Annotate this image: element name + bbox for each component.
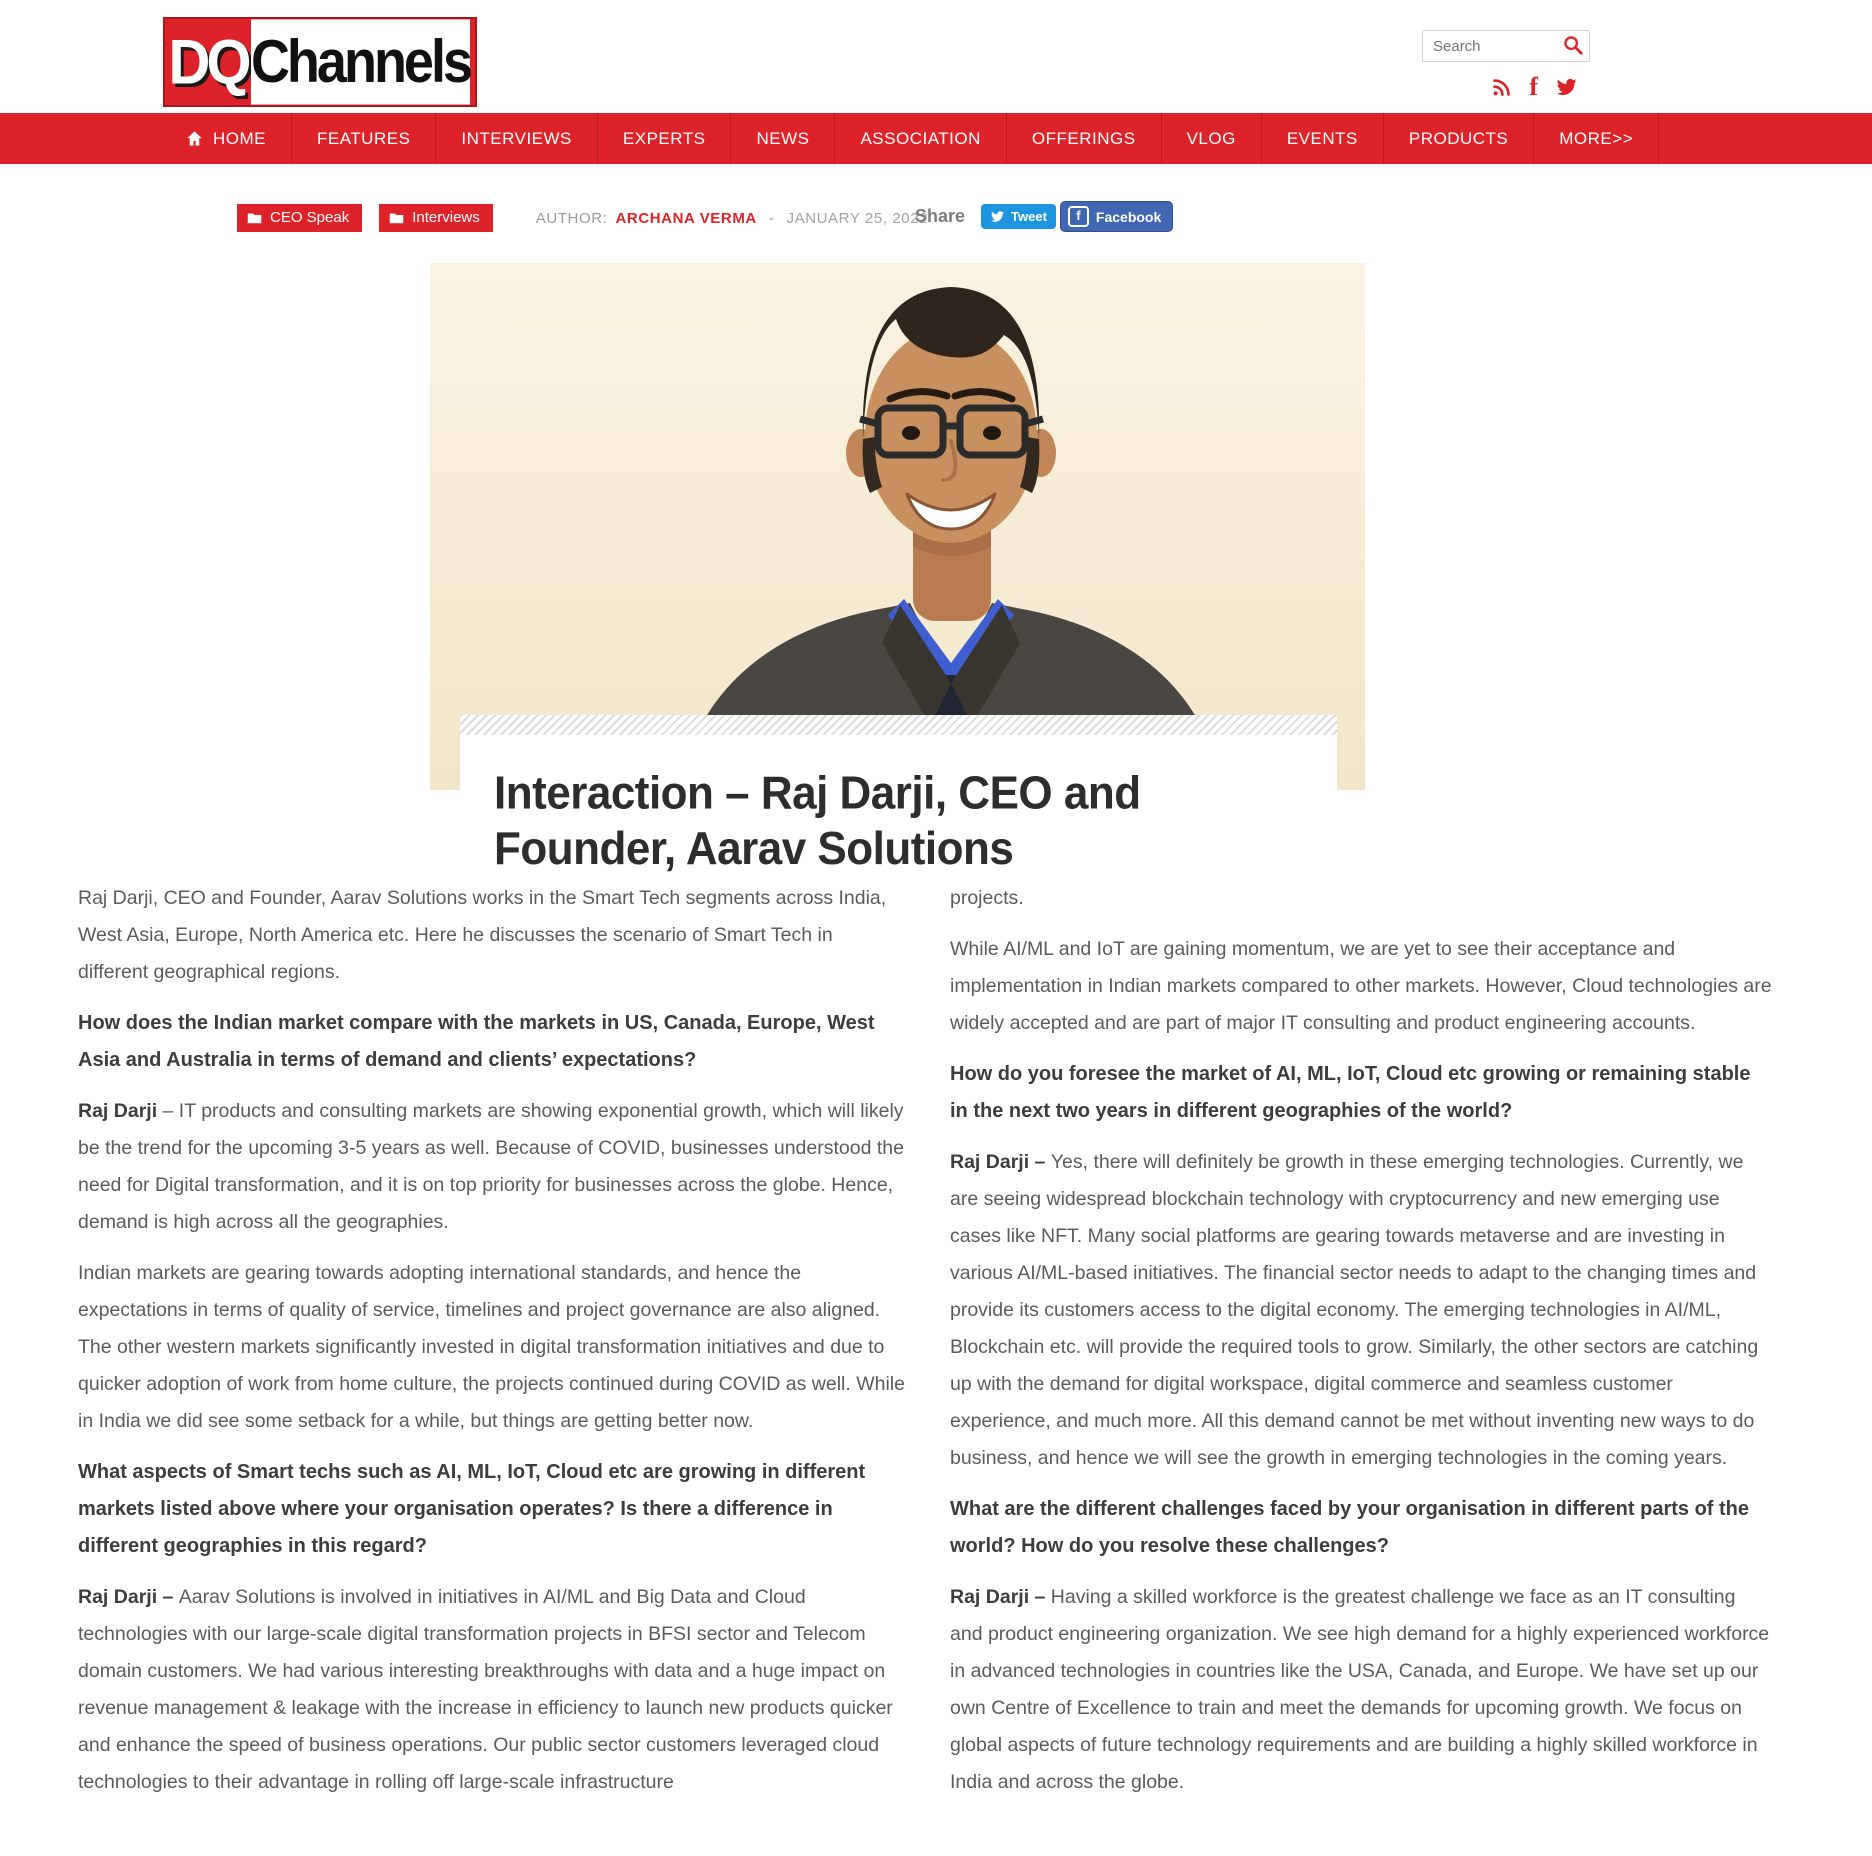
nav-item-home[interactable] (160, 113, 292, 164)
folder-icon (389, 212, 404, 224)
nav-item-label: EVENTS (1286, 128, 1358, 148)
search-box (1422, 30, 1590, 62)
folder-icon (247, 212, 262, 224)
hatch-strip (460, 715, 1337, 735)
category-badge-label: Interviews (412, 209, 480, 226)
article-question: What are the different challenges faced by your organisation in different parts of the world? How do you resolve these challenges? (950, 1498, 1750, 1557)
category-badge-label: CEO Speak (270, 209, 350, 226)
facebook-share-button[interactable] (1060, 201, 1173, 232)
article-question: How do you foresee the market of AI, ML, IoT, Cloud etc growing or remaining stable in the next two years in different geographies of the world? (950, 1063, 1751, 1122)
nav-item-more[interactable] (1534, 113, 1659, 164)
article-date: JANUARY 25, 2022 (786, 209, 929, 227)
nav-item-products[interactable] (1384, 113, 1534, 164)
nav-item-association[interactable] (835, 113, 1006, 164)
author-label: AUTHOR: (535, 209, 608, 227)
search-button[interactable] (1560, 34, 1586, 58)
nav-item-label: PRODUCTS (1408, 128, 1509, 148)
twitter-bird-icon (990, 210, 1005, 223)
nav-item-label: MORE>> (1559, 128, 1634, 148)
article-paragraph: projects. (950, 887, 1024, 909)
nav-item-label: INTERVIEWS (461, 128, 572, 148)
home-icon (185, 129, 204, 148)
page-title: Interaction – Raj Darji, CEO and Founder, Aarav Solutions (494, 767, 1141, 875)
article-question: What aspects of Smart techs such as AI, ML, IoT, Cloud etc are growing in different markets listed above where your organisation operates? Is there a difference in different geographies in this regard? (78, 1461, 866, 1557)
author-name[interactable]: ARCHANA VERMA (615, 209, 757, 227)
rss-icon[interactable] (1491, 77, 1512, 98)
hero-portrait-image (430, 263, 1365, 790)
logo-dq-text: DQ (168, 26, 248, 98)
twitter-bird-icon[interactable] (1555, 77, 1578, 97)
title-card (460, 715, 1337, 885)
article-paragraph: While AI/ML and IoT are gaining momentum, we are yet to see their acceptance and implementation in Indian markets compared to other markets. However, Cloud technologies are widely accepted and are part of major IT consulting and product engineering accounts. (950, 938, 1772, 1034)
nav-item-label: OFFERINGS (1031, 128, 1136, 148)
tweet-button-label: Tweet (1011, 209, 1047, 224)
author-block (536, 210, 928, 227)
article-column-right (950, 880, 1772, 1815)
share-group (915, 201, 1173, 232)
logo-channels-text: Channels (251, 19, 470, 104)
site-logo[interactable] (163, 17, 477, 107)
site-header (0, 0, 1872, 113)
tweet-button[interactable] (981, 204, 1056, 229)
nav-item-label: HOME (213, 128, 266, 148)
magnifier-icon (1562, 34, 1584, 56)
facebook-icon[interactable]: f (1529, 72, 1538, 101)
article-paragraph: Raj Darji – Aarav Solutions is involved in initiatives in AI/ML and Big Data and Cloud technologies with our large-scale digital transformation projects in BFSI sector and Telecom domain customers. We had various interesting breakthroughs with data and a huge impact on revenue management & leakage with the increase in efficiency to launch new products quicker and enhance the speed of business operations. Our public sector customers leveraged cloud technologies to their advantage in rolling off large-scale infrastructure (78, 1586, 893, 1793)
facebook-icon: f (1068, 206, 1089, 227)
nav-item-news[interactable] (731, 113, 835, 164)
meta-dash: - (768, 209, 775, 227)
nav-item-features[interactable] (292, 113, 436, 164)
nav-item-offerings[interactable] (1007, 113, 1162, 164)
nav-item-label: ASSOCIATION (860, 128, 981, 148)
category-badge[interactable] (237, 204, 362, 232)
article-paragraph: Indian markets are gearing towards adopting international standards, and hence the expectations in terms of quality of service, timelines and project governance are also aligned. The other western markets significantly invested in digital transformation initiatives and due to quicker adoption of work from home culture, the projects continued during COVID as well. While in India we did see some setback for a while, but things are getting better now. (78, 1262, 905, 1432)
article-paragraph: Raj Darji, CEO and Founder, Aarav Solutions works in the Smart Tech segments across India, West Asia, Europe, North America etc. Here he discusses the scenario of Smart Tech in different geographical regions. (78, 887, 887, 983)
article-paragraph: Raj Darji – IT products and consulting markets are showing exponential growth, which will likely be the trend for the upcoming 3-5 years as well. Because of COVID, businesses understood the need for Digital transformation, and it is on top priority for businesses across the globe. Hence, demand is high across all the geographies. (78, 1100, 904, 1233)
facebook-button-label: Facebook (1095, 208, 1162, 225)
header-social-icons (1491, 72, 1578, 101)
nav-item-interviews[interactable] (436, 113, 597, 164)
nav-item-label: NEWS (756, 128, 810, 148)
article-column-left (78, 880, 906, 1815)
article-meta (237, 203, 928, 233)
article-question: How does the Indian market compare with the markets in US, Canada, Europe, West Asia and Australia in terms of demand and clients’ expectations? (78, 1012, 875, 1071)
share-label: Share (915, 206, 966, 226)
nav-item-experts[interactable] (598, 113, 732, 164)
nav-item-vlog[interactable] (1162, 113, 1262, 164)
nav-item-label: VLOG (1186, 128, 1236, 148)
portrait-illustration (430, 263, 1365, 790)
category-badges (237, 204, 510, 232)
nav-item-label: EXPERTS (622, 128, 706, 148)
nav-item-events[interactable] (1262, 113, 1384, 164)
nav-item-label: FEATURES (317, 128, 411, 148)
article-paragraph: Raj Darji – Yes, there will definitely be growth in these emerging technologies. Currently, we are seeing widespread blockchain technology with cryptocurrency and new emerging use cases like NFT. Many social platforms are gearing towards metaverse and are investing in various AI/ML-based initiatives. The financial sector needs to adapt to the changing times and provide its customers access to the digital economy. The emerging technologies in AI/ML, Blockchain etc. will provide the required tools to grow. Similarly, the other sectors are catching up with the demand for digital workspace, digital commerce and seamless customer experience, and much more. All this demand cannot be met without inventing new ways to do business, and hence we will see the growth in emerging technologies in the coming years. (950, 1151, 1759, 1469)
category-badge[interactable] (379, 204, 493, 232)
article-paragraph: Raj Darji – Having a skilled workforce is the greatest challenge we face as an IT consulting and product engineering organization. We see high demand for a highly experienced workforce in advanced technologies in countries like the USA, Canada, and Europe. We have set up our own Centre of Excellence to train and meet the demands for upcoming growth. We focus on global aspects of future technology requirements and are building a highly skilled workforce in India and across the globe. (950, 1586, 1770, 1793)
navbar (0, 113, 1872, 164)
